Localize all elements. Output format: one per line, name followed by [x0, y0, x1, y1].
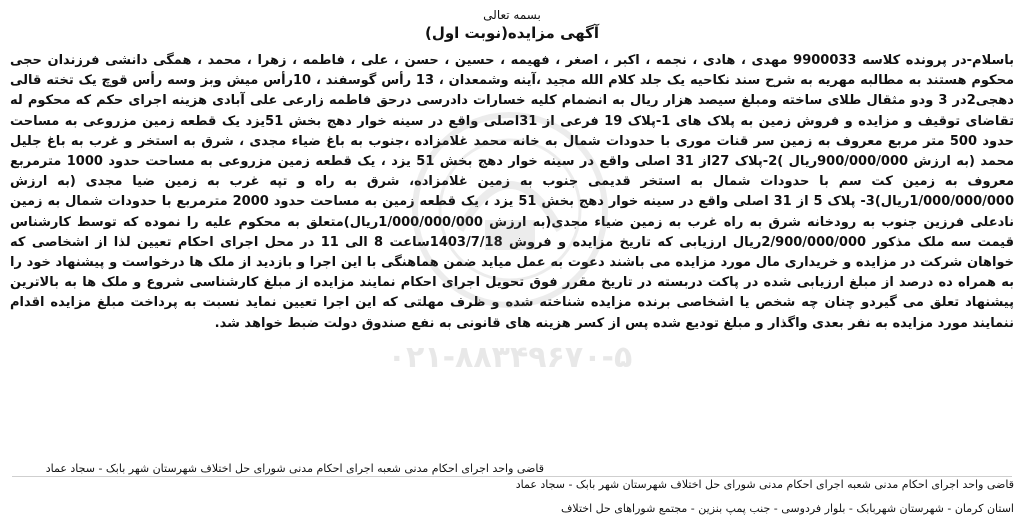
- footer-divider: [12, 476, 1012, 477]
- notice-body: باسلام-در پرونده کلاسه 9900033 مهدی ، هادی ، نجمه ، اکبر ، اصغر ، فهیمه ، حسین ، حسن ، علی ، فاطمه ، زهرا ، محمد ، همگی دانشی فرزندان حجی محکوم هستند به مطالبه مهریه به شرح سند نکاحیه یک جلد کلام الله مجید ،آینه وشمعدان ، 13 رأس گوسفند ، 10رأس میش وبز وسه رأس قوچ یک تخته قالی دهجی2در 3 ودو مثقال طلای ساخته ومبلغ سیصد هزار ریال به انضمام کلیه خسارات دادرسی درحق فاطمه زارعی علی آبادی هزینه اجرای حکم که محکوم له تقاضای توقیف و مزایده و فروش زمین به پلاک های 1-پلاک 19 فرعی از 31اصلی واقع در سینه خوار دهج بخش 51یزد یک قطعه زمین مزروعی به مساحت حدود 500 متر مربع معروف به زمین سر قنات موری با حدودات شمال به خانه محمد غلامزاده ،جنوب به باغ ضیاء مجدی ، شرق به استخر و غرب به باغ جلیل محمد (به ارزش 900/000/000ریال )2-پلاک 27از 31 اصلی واقع در سینه خوار دهج بخش 51 یزد ، یک قطعه زمین مزروعی به مساحت حدود 1000 مترمربع معروف به زمین کت سم با حدودات شمال به استخر قدیمی جنوب به زمین غلامزاده، شرق به راه و تپه غرب به زمین ضیا مجدی (به ارزش 1/000/000/000ریال)3- پلاک 5 از 31 اصلی واقع در سینه خوار دهج بخش 51 یزد ، یک قطعه زمین به مساحت حدود 2000 مترمربع با حدودات شمال به زمین نادعلی فرزین جنوب به رودخانه شرق به راه غرب به زمین ضیاء مجدی(به ارزش 1/000/000/000ریال)متعلق به محکوم علیه را نموده که توسط کارشناس قیمت سه ملک مذکور 2/900/000/000ریال ارزیابی که تاریخ مزایده و فروش 1403/7/18ساعت 8 الی 11 در محل اجرای احکام تعیین لذا از اشخاصی که خواهان شرکت در مزایده و خریداری مال مورد مزایده می باشند دعوت به عمل میاید ضمن هماهنگی با این اجرا و بازدید از ملک ها درخواست و پیشنهاد خود را به همراه ده درصد از مبلغ ارزیابی شده در پاکت دربسته در تاریخ مقرر فوق تحویل اجرای احکام نمایند مزایده از مبلغ کارشناسی شروع و ملک ها به بالاترین پیشنهاد تعلق می گیردو چنان چه شخص یا اشخاصی برنده مزایده شناخته شده و ظرف مهلتی که این اجرا تعیین نماید نسبت به پرداخت مبلغ مزایده اقدام ننمایند مورد مزایده به نفر بعدی واگذار و مبلغ تودیع شده پس از کسر هزینه های قانونی به نفع صندوق دولت ضبط خواهد شد.: [10, 53, 1015, 331]
- notice-heading: [8, 8, 1016, 43]
- watermark-phone: ۰۲۱-۸۸۳۴۹۶۷۰-۵: [387, 340, 633, 375]
- notice-title: آگهی مزایده(نوبت اول): [424, 24, 600, 42]
- bismillah: بسمه تعالی: [483, 8, 541, 22]
- footer-line-1: قاضی واحد اجرای احکام مدنی شعبه اجرای احکام مدنی شورای حل اختلاف شهرستان شهر بابک - سجاد عماد: [515, 478, 1014, 491]
- footer-line-2: استان کرمان - شهرستان شهربابک - بلوار فردوسی - جنب پمپ بنزین - مجتمع شوراهای حل اختلاف: [560, 502, 1014, 515]
- signature-text: قاضی واحد اجرای احکام مدنی شعبه اجرای احکام مدنی شورای حل اختلاف شهرستان شهر بابک - سجاد عماد: [45, 462, 544, 475]
- signature: [14, 462, 1014, 476]
